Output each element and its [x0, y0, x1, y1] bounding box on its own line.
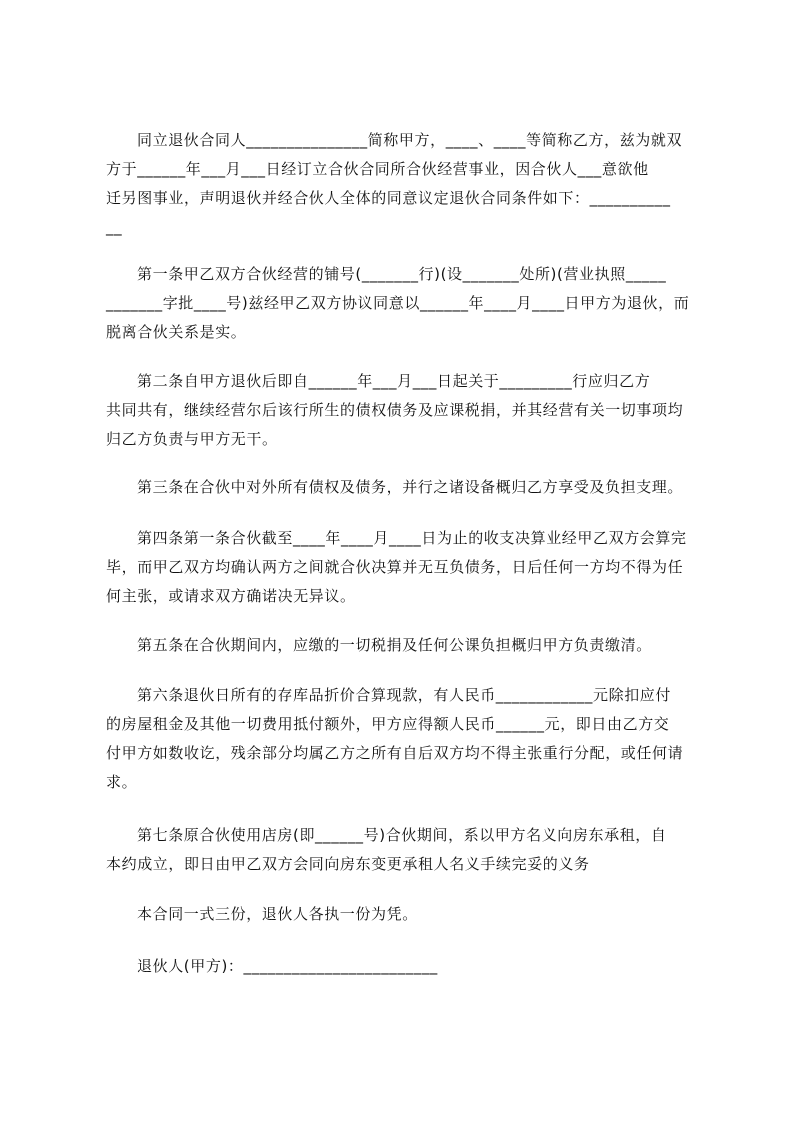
article7-line-2: 本约成立，即日由甲乙双方会同向房东变更承租人名义手续完妥的义务: [106, 855, 590, 873]
article6-line-4: 求。: [106, 773, 138, 791]
article1-line-1: 第一条甲乙双方合伙经营的铺号(_______行)(设_______处所)(营业执照_____: [137, 265, 667, 283]
intro-line-4: __: [106, 218, 123, 236]
copies-statement: 本合同一式三份，退伙人各执一份为凭。: [137, 905, 418, 923]
article6-line-1: 第六条退伙日所有的存库品折价合算现款，有人民币____________元除扣应付: [137, 686, 672, 704]
article5-line-1: 第五条在合伙期间内，应缴的一切税捐及任何公课负担概归甲方负责缴清。: [137, 636, 652, 654]
article1-line-2: _______字批____号)兹经甲乙双方协议同意以______年____月____日甲方为退伙，而: [106, 294, 690, 312]
article4-line-2: 毕，而甲乙双方均确认两方之间就合伙决算并无互负债务，日后任何一方均不得为任: [106, 558, 684, 576]
article4-line-3: 何主张，或请求双方确诺决无异议。: [106, 587, 356, 605]
article6-line-2: 的房屋租金及其他一切费用抵付额外，甲方应得额人民币______元，即日由乙方交: [106, 715, 670, 733]
article3-line-1: 第三条在合伙中对外所有债权及债务，并行之诸设备概归乙方享受及负担支理。: [137, 478, 684, 496]
intro-line-2: 方于______年___月___日经订立合伙合同所合伙经营事业，因合伙人___意欲他: [106, 160, 649, 178]
intro-line-1: 同立退伙合同人_______________简称甲方，____、____等简称乙方，兹为就双: [137, 131, 683, 149]
article4-line-1: 第四条第一条合伙截至____年____月____日为止的收支决算业经甲乙双方会算完: [137, 529, 687, 547]
signature-line: 退伙人(甲方)：________________________: [137, 957, 438, 975]
article7-line-1: 第七条原合伙使用店房(即______号)合伙期间，系以甲方名义向房东承租，自: [137, 826, 667, 844]
article2-line-3: 归乙方负责与甲方无干。: [106, 430, 278, 448]
article6-line-3: 付甲方如数收讫，残余部分均属乙方之所有自后双方均不得主张重行分配，或任何请: [106, 744, 684, 762]
intro-line-3: 迁另图事业，声明退伙并经合伙人全体的同意议定退伙合同条件如下：__________: [106, 189, 671, 207]
article1-line-3: 脱离合伙关系是实。: [106, 323, 247, 341]
article2-line-1: 第二条自甲方退伙后即自______年___月___日起关于_________行应归乙方: [137, 372, 651, 390]
article2-line-2: 共同共有，继续经营尔后该行所生的债权债务及应课税捐，并其经营有关一切事项均: [106, 401, 684, 419]
